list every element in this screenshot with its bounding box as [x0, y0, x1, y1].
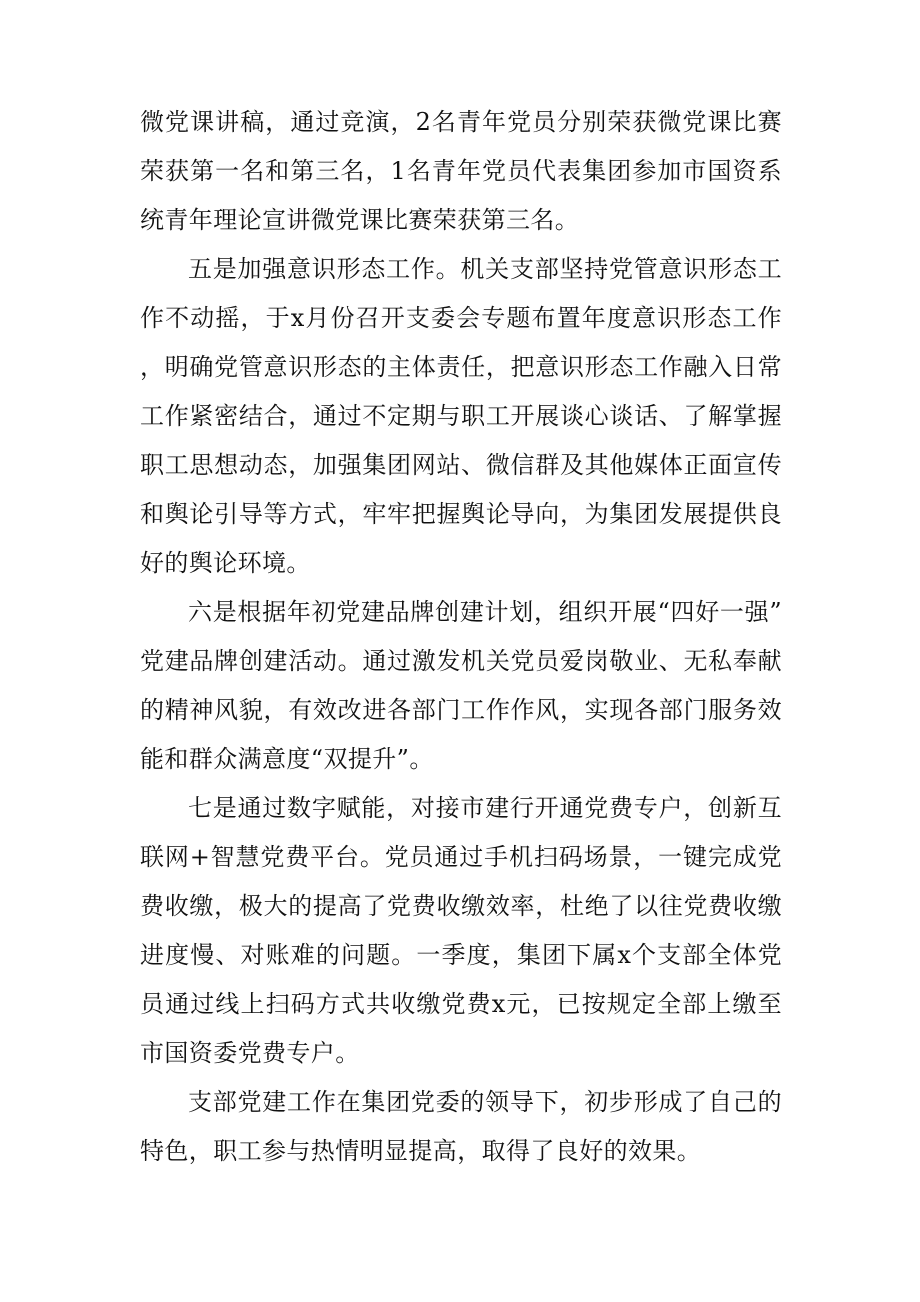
paragraph-conclusion: 支部党建工作在集团党委的领导下，初步形成了自己的特色，职工参与热情明显提高，取得了良好的效果。 — [140, 1088, 782, 1165]
paragraph-party-brand: 六是根据年初党建品牌创建计划，组织开展“四好一强”党建品牌创建活动。通过激发机关党员爱岗敬业、无私奉献的精神风貌，有效改进各部门工作作风，实现各部门服务效能和群众满意度“双提升”。 — [140, 598, 782, 773]
paragraph-continuation: 微党课讲稿，通过竞演，2名青年党员分别荣获微党课比赛荣获第一名和第三名，1名青年党员代表集团参加市国资系统青年理论宣讲微党课比赛荣获第三名。 — [140, 108, 782, 234]
paragraph-digital-dues: 七是通过数字赋能，对接市建行开通党费专户，创新互联网+智慧党费平台。党员通过手机扫码场景，一键完成党费收缴，极大的提高了党费收缴效率，杜绝了以往党费收缴进度慢、对账难的问题。一季度，集团下属x个支部全体党员通过线上扫码方式共收缴党费x元，已按规定全部上缴至市国资委党费专户。 — [140, 794, 782, 1067]
document-page — [140, 98, 782, 1176]
paragraph-ideology-work: 五是加强意识形态工作。机关支部坚持党管意识形态工作不动摇，于x月份召开支委会专题布置年度意识形态工作，明确党管意识形态的主体责任，把意识形态工作融入日常工作紧密结合，通过不定期与职工开展谈心谈话、了解掌握职工思想动态，加强集团网站、微信群及其他媒体正面宣传和舆论引导等方式，牢牢把握舆论导向，为集团发展提供良好的舆论环境。 — [140, 255, 782, 577]
